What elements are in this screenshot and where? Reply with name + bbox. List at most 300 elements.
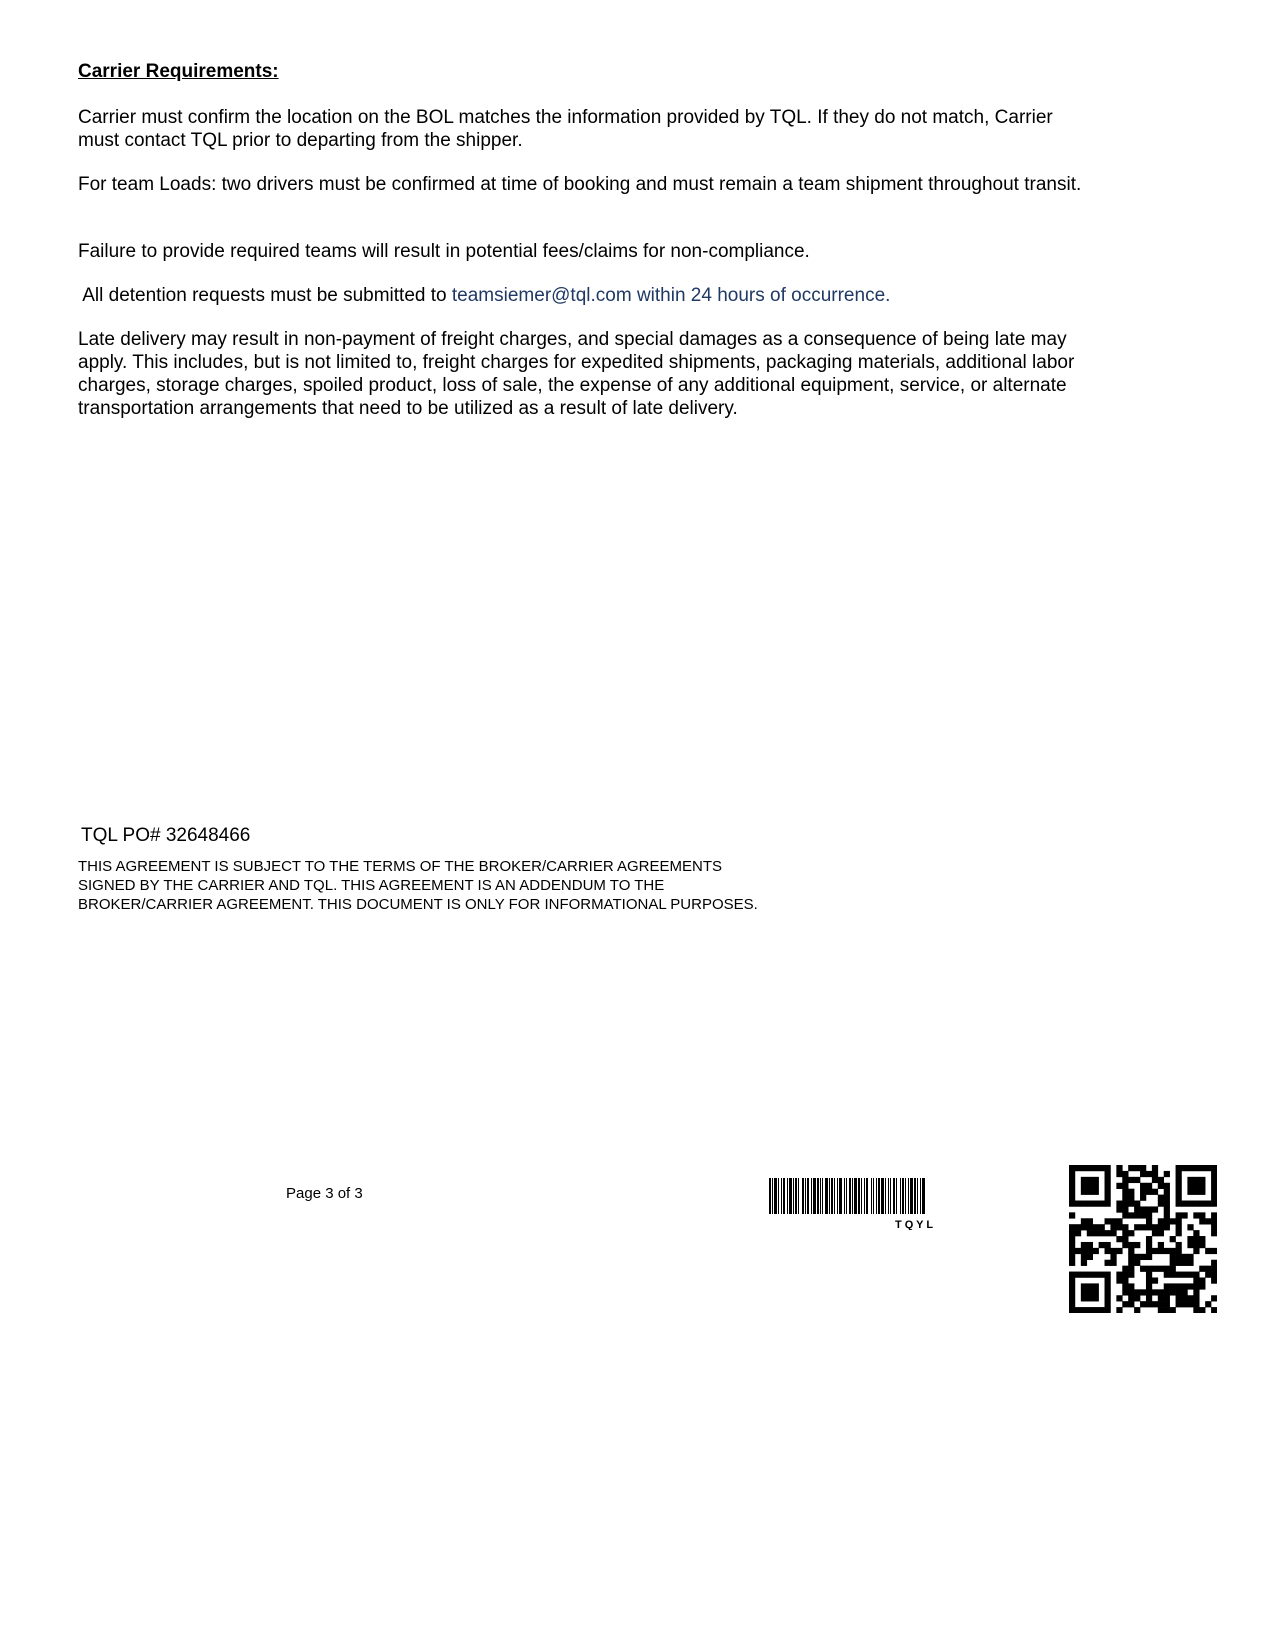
qr-module xyxy=(1170,1266,1176,1272)
qr-module xyxy=(1146,1212,1152,1218)
qr-module xyxy=(1081,1201,1087,1207)
qr-module xyxy=(1181,1212,1187,1218)
barcode-bar xyxy=(878,1178,880,1214)
qr-module xyxy=(1199,1189,1205,1195)
qr-module xyxy=(1205,1266,1211,1272)
qr-module xyxy=(1105,1295,1111,1301)
qr-module xyxy=(1146,1189,1152,1195)
qr-module xyxy=(1093,1230,1099,1236)
qr-module xyxy=(1199,1183,1205,1189)
barcode-bar xyxy=(885,1178,886,1214)
qr-module xyxy=(1122,1183,1128,1189)
qr-module xyxy=(1140,1171,1146,1177)
qr-module xyxy=(1105,1189,1111,1195)
qr-module xyxy=(1075,1272,1081,1278)
qr-module xyxy=(1081,1224,1087,1230)
qr-module xyxy=(1146,1254,1152,1260)
qr-module xyxy=(1140,1224,1146,1230)
qr-module xyxy=(1211,1218,1217,1224)
barcode-bars xyxy=(769,1178,925,1214)
qr-module xyxy=(1164,1189,1170,1195)
qr-module xyxy=(1158,1218,1164,1224)
qr-module xyxy=(1211,1277,1217,1283)
qr-module xyxy=(1105,1248,1111,1254)
qr-module xyxy=(1164,1266,1170,1272)
qr-module xyxy=(1164,1212,1170,1218)
qr-module xyxy=(1087,1183,1093,1189)
qr-module xyxy=(1176,1295,1182,1301)
qr-module xyxy=(1187,1272,1193,1278)
qr-module xyxy=(1193,1189,1199,1195)
qr-module xyxy=(1181,1260,1187,1266)
qr-module xyxy=(1128,1260,1134,1266)
qr-module xyxy=(1158,1230,1164,1236)
qr-module xyxy=(1087,1218,1093,1224)
barcode-bar xyxy=(769,1178,771,1214)
qr-module xyxy=(1069,1272,1075,1278)
qr-module xyxy=(1069,1183,1075,1189)
qr-module xyxy=(1164,1248,1170,1254)
qr-module xyxy=(1116,1307,1122,1313)
qr-module xyxy=(1140,1206,1146,1212)
qr-module xyxy=(1140,1212,1146,1218)
qr-module xyxy=(1181,1301,1187,1307)
qr-module xyxy=(1122,1201,1128,1207)
qr-module xyxy=(1134,1224,1140,1230)
qr-module xyxy=(1069,1171,1075,1177)
qr-module xyxy=(1193,1307,1199,1313)
qr-module xyxy=(1128,1283,1134,1289)
qr-module xyxy=(1193,1248,1199,1254)
qr-module xyxy=(1205,1272,1211,1278)
barcode-bar xyxy=(844,1178,845,1214)
qr-module xyxy=(1152,1230,1158,1236)
qr-module xyxy=(1128,1177,1134,1183)
qr-module xyxy=(1205,1218,1211,1224)
barcode-bar xyxy=(825,1178,828,1214)
barcode-bar xyxy=(802,1178,804,1214)
qr-module xyxy=(1164,1195,1170,1201)
qr-module xyxy=(1193,1177,1199,1183)
qr-module xyxy=(1146,1283,1152,1289)
qr-module xyxy=(1199,1236,1205,1242)
qr-module xyxy=(1176,1171,1182,1177)
qr-module xyxy=(1081,1183,1087,1189)
qr-module xyxy=(1146,1242,1152,1248)
qr-module xyxy=(1158,1195,1164,1201)
qr-module xyxy=(1105,1260,1111,1266)
qr-module xyxy=(1105,1301,1111,1307)
qr-module xyxy=(1128,1165,1134,1171)
qr-module xyxy=(1211,1248,1217,1254)
qr-module xyxy=(1099,1307,1105,1313)
barcode-bar xyxy=(890,1178,891,1214)
qr-module xyxy=(1110,1224,1116,1230)
qr-module xyxy=(1211,1272,1217,1278)
qr-module xyxy=(1199,1201,1205,1207)
qr-code-image xyxy=(1069,1165,1217,1313)
qr-module xyxy=(1087,1230,1093,1236)
barcode-bar xyxy=(817,1178,819,1214)
qr-module xyxy=(1134,1307,1140,1313)
qr-module xyxy=(1105,1218,1111,1224)
qr-module xyxy=(1199,1283,1205,1289)
qr-module xyxy=(1099,1201,1105,1207)
qr-module xyxy=(1164,1218,1170,1224)
qr-module xyxy=(1199,1277,1205,1283)
qr-module xyxy=(1128,1230,1134,1236)
qr-module xyxy=(1193,1242,1199,1248)
qr-module xyxy=(1187,1201,1193,1207)
qr-module xyxy=(1158,1177,1164,1183)
qr-module xyxy=(1075,1224,1081,1230)
qr-module xyxy=(1099,1272,1105,1278)
qr-module xyxy=(1116,1236,1122,1242)
qr-module xyxy=(1211,1201,1217,1207)
qr-module xyxy=(1152,1277,1158,1283)
qr-module xyxy=(1081,1307,1087,1313)
qr-module xyxy=(1087,1307,1093,1313)
barcode-bar xyxy=(798,1178,799,1214)
qr-module xyxy=(1134,1201,1140,1207)
qr-module xyxy=(1134,1254,1140,1260)
qr-module xyxy=(1081,1248,1087,1254)
qr-module xyxy=(1110,1248,1116,1254)
qr-module xyxy=(1110,1254,1116,1260)
qr-module xyxy=(1199,1242,1205,1248)
qr-module xyxy=(1164,1307,1170,1313)
barcode-bar xyxy=(778,1178,779,1214)
team-failure-paragraph: Failure to provide required teams will result in potential fees/claims for non-compliance. xyxy=(78,241,810,262)
qr-module xyxy=(1176,1260,1182,1266)
qr-module xyxy=(1122,1212,1128,1218)
qr-module xyxy=(1105,1183,1111,1189)
qr-module xyxy=(1069,1277,1075,1283)
qr-module xyxy=(1116,1183,1122,1189)
qr-module xyxy=(1187,1242,1193,1248)
qr-module xyxy=(1099,1242,1105,1248)
qr-module xyxy=(1116,1171,1122,1177)
barcode-bar xyxy=(783,1178,785,1214)
qr-module xyxy=(1176,1183,1182,1189)
qr-module xyxy=(1146,1218,1152,1224)
barcode-bar xyxy=(920,1178,921,1214)
qr-module xyxy=(1087,1224,1093,1230)
qr-module xyxy=(1170,1307,1176,1313)
qr-module xyxy=(1187,1165,1193,1171)
qr-module xyxy=(1069,1224,1075,1230)
qr-module xyxy=(1093,1272,1099,1278)
qr-module xyxy=(1164,1183,1170,1189)
qr-module xyxy=(1087,1242,1093,1248)
qr-module xyxy=(1105,1272,1111,1278)
qr-module xyxy=(1069,1283,1075,1289)
qr-module xyxy=(1122,1283,1128,1289)
qr-module xyxy=(1140,1183,1146,1189)
qr-module xyxy=(1164,1272,1170,1278)
qr-module xyxy=(1116,1224,1122,1230)
qr-module xyxy=(1199,1218,1205,1224)
qr-module xyxy=(1199,1165,1205,1171)
qr-module xyxy=(1087,1165,1093,1171)
barcode-bar xyxy=(873,1178,874,1214)
qr-module xyxy=(1170,1272,1176,1278)
qr-module xyxy=(1069,1242,1075,1248)
barcode-bar xyxy=(789,1178,792,1214)
qr-module xyxy=(1069,1201,1075,1207)
qr-module xyxy=(1146,1277,1152,1283)
qr-module xyxy=(1193,1212,1199,1218)
qr-module xyxy=(1193,1165,1199,1171)
qr-module xyxy=(1069,1295,1075,1301)
qr-module xyxy=(1199,1177,1205,1183)
qr-module xyxy=(1069,1254,1075,1260)
qr-module xyxy=(1164,1206,1170,1212)
qr-module xyxy=(1152,1301,1158,1307)
qr-module xyxy=(1093,1183,1099,1189)
qr-module xyxy=(1069,1230,1075,1236)
qr-module xyxy=(1199,1266,1205,1272)
late-delivery-paragraph: Late delivery may result in non-payment of freight charges, and special damages as a consequence of being late may apply. This includes, but is not limited to, freight charges for expedited shipments, packaging materials, additional labor charges, storage charges, spoiled product, loss of sale, the expense of any additional equipment, service, or alternate transportation arrangements that need to be utilized as a result of late delivery. xyxy=(78,329,1075,419)
qr-module xyxy=(1105,1307,1111,1313)
qr-module xyxy=(1122,1242,1128,1248)
qr-module xyxy=(1081,1242,1087,1248)
qr-module xyxy=(1128,1195,1134,1201)
barcode-bar xyxy=(914,1178,916,1214)
qr-module xyxy=(1152,1177,1158,1183)
qr-module xyxy=(1069,1301,1075,1307)
qr-module xyxy=(1211,1212,1217,1218)
qr-module xyxy=(1075,1165,1081,1171)
qr-module xyxy=(1087,1248,1093,1254)
qr-module xyxy=(1122,1206,1128,1212)
qr-module xyxy=(1128,1289,1134,1295)
qr-module xyxy=(1134,1289,1140,1295)
qr-module xyxy=(1176,1283,1182,1289)
barcode-bar xyxy=(837,1178,838,1214)
qr-module xyxy=(1075,1230,1081,1236)
barcode-bar xyxy=(905,1178,906,1214)
qr-module xyxy=(1093,1289,1099,1295)
qr-module xyxy=(1158,1295,1164,1301)
qr-module xyxy=(1146,1266,1152,1272)
qr-module xyxy=(1211,1189,1217,1195)
qr-module xyxy=(1164,1224,1170,1230)
qr-module xyxy=(1069,1195,1075,1201)
qr-module xyxy=(1205,1201,1211,1207)
qr-module xyxy=(1193,1301,1199,1307)
qr-module xyxy=(1134,1165,1140,1171)
qr-module xyxy=(1140,1195,1146,1201)
qr-module xyxy=(1087,1295,1093,1301)
qr-module xyxy=(1087,1189,1093,1195)
qr-module xyxy=(1164,1171,1170,1177)
qr-module xyxy=(1146,1248,1152,1254)
qr-module xyxy=(1105,1242,1111,1248)
qr-module xyxy=(1152,1248,1158,1254)
qr-module xyxy=(1211,1177,1217,1183)
barcode-bar xyxy=(896,1178,897,1214)
qr-module xyxy=(1170,1236,1176,1242)
qr-module xyxy=(1187,1177,1193,1183)
qr-module xyxy=(1146,1295,1152,1301)
qr-module xyxy=(1140,1289,1146,1295)
qr-module xyxy=(1205,1301,1211,1307)
qr-module xyxy=(1187,1295,1193,1301)
qr-module xyxy=(1105,1230,1111,1236)
qr-module xyxy=(1116,1218,1122,1224)
qr-code-modules xyxy=(1069,1165,1217,1313)
barcode-bar xyxy=(900,1178,901,1214)
qr-module xyxy=(1170,1248,1176,1254)
qr-module xyxy=(1122,1171,1128,1177)
qr-module xyxy=(1211,1230,1217,1236)
qr-module xyxy=(1176,1177,1182,1183)
qr-module xyxy=(1110,1218,1116,1224)
barcode-image xyxy=(769,1178,1049,1230)
qr-module xyxy=(1176,1189,1182,1195)
qr-module xyxy=(1069,1165,1075,1171)
barcode-bar xyxy=(813,1178,816,1214)
qr-module xyxy=(1187,1254,1193,1260)
qr-module xyxy=(1176,1212,1182,1218)
qr-module xyxy=(1176,1248,1182,1254)
qr-module xyxy=(1128,1189,1134,1195)
qr-module xyxy=(1099,1224,1105,1230)
qr-module xyxy=(1146,1272,1152,1278)
qr-module xyxy=(1122,1277,1128,1283)
qr-module xyxy=(1134,1177,1140,1183)
qr-module xyxy=(1187,1301,1193,1307)
team-loads-paragraph: For team Loads: two drivers must be confirmed at time of booking and must remain a team shipment throughout transit. xyxy=(78,174,1082,195)
bol-location-paragraph: Carrier must confirm the location on the BOL matches the information provided by TQL. If they do not match, Carrier must contact TQL prior to departing from the shipper. xyxy=(78,107,1053,151)
qr-module xyxy=(1081,1218,1087,1224)
barcode-bar xyxy=(787,1178,788,1214)
barcode-bar xyxy=(831,1178,833,1214)
qr-module xyxy=(1205,1248,1211,1254)
qr-module xyxy=(1176,1272,1182,1278)
qr-module xyxy=(1081,1295,1087,1301)
qr-module xyxy=(1122,1236,1128,1242)
qr-module xyxy=(1158,1307,1164,1313)
qr-module xyxy=(1187,1283,1193,1289)
qr-module xyxy=(1164,1295,1170,1301)
qr-module xyxy=(1193,1230,1199,1236)
agreement-notice: THIS AGREEMENT IS SUBJECT TO THE TERMS OF THE BROKER/CARRIER AGREEMENTS SIGNED BY THE CARRIER AND TQL. THIS AGREEMENT IS AN ADDENDUM TO THE BROKER/CARRIER AGREEMENT. THIS DOCUMENT IS ONLY FOR INFORMATIONAL PURPOSES. xyxy=(78,858,758,913)
qr-module xyxy=(1152,1224,1158,1230)
barcode-bar xyxy=(876,1178,877,1214)
qr-module xyxy=(1128,1254,1134,1260)
qr-module xyxy=(1093,1201,1099,1207)
qr-module xyxy=(1187,1189,1193,1195)
qr-module xyxy=(1158,1301,1164,1307)
barcode-bar xyxy=(772,1178,773,1214)
barcode-bar xyxy=(834,1178,835,1214)
qr-module xyxy=(1176,1201,1182,1207)
barcode-bar xyxy=(888,1178,889,1214)
detention-paragraph xyxy=(78,284,1088,307)
qr-module xyxy=(1176,1224,1182,1230)
qr-module xyxy=(1122,1289,1128,1295)
qr-module xyxy=(1069,1177,1075,1183)
section-heading: Carrier Requirements: xyxy=(78,61,279,82)
barcode-bar xyxy=(852,1178,853,1214)
qr-module xyxy=(1205,1165,1211,1171)
qr-module xyxy=(1122,1195,1128,1201)
qr-module xyxy=(1193,1283,1199,1289)
qr-module xyxy=(1093,1295,1099,1301)
qr-module xyxy=(1176,1165,1182,1171)
qr-module xyxy=(1069,1307,1075,1313)
page-number: Page 3 of 3 xyxy=(286,1185,363,1202)
qr-module xyxy=(1193,1236,1199,1242)
qr-module xyxy=(1211,1266,1217,1272)
po-number: TQL PO# 32648466 xyxy=(81,825,251,846)
barcode-bar xyxy=(849,1178,851,1214)
qr-module xyxy=(1105,1165,1111,1171)
qr-module xyxy=(1211,1165,1217,1171)
qr-module xyxy=(1116,1272,1122,1278)
barcode-bar xyxy=(861,1178,862,1214)
qr-module xyxy=(1128,1212,1134,1218)
qr-module xyxy=(1128,1248,1134,1254)
barcode-bar xyxy=(908,1178,909,1214)
qr-module xyxy=(1081,1254,1087,1260)
qr-module xyxy=(1211,1183,1217,1189)
qr-module xyxy=(1158,1201,1164,1207)
qr-module xyxy=(1158,1224,1164,1230)
qr-module xyxy=(1128,1301,1134,1307)
qr-module xyxy=(1193,1289,1199,1295)
qr-module xyxy=(1170,1260,1176,1266)
qr-module xyxy=(1093,1224,1099,1230)
qr-module xyxy=(1193,1272,1199,1278)
barcode-bar xyxy=(846,1178,847,1214)
qr-module xyxy=(1211,1260,1217,1266)
detention-email-link[interactable]: teamsiemer@tql.com within 24 hours of occurrence. xyxy=(451,285,891,306)
qr-module xyxy=(1211,1295,1217,1301)
qr-module xyxy=(1158,1183,1164,1189)
qr-module xyxy=(1134,1295,1140,1301)
qr-module xyxy=(1116,1165,1122,1171)
qr-module xyxy=(1122,1189,1128,1195)
qr-module xyxy=(1116,1206,1122,1212)
qr-module xyxy=(1193,1183,1199,1189)
qr-module xyxy=(1176,1242,1182,1248)
qr-module xyxy=(1075,1201,1081,1207)
barcode-bar xyxy=(811,1178,812,1214)
barcode-bar xyxy=(854,1178,857,1214)
qr-module xyxy=(1128,1242,1134,1248)
qr-module xyxy=(1075,1248,1081,1254)
qr-module xyxy=(1140,1301,1146,1307)
qr-module xyxy=(1181,1272,1187,1278)
qr-module xyxy=(1146,1206,1152,1212)
qr-module xyxy=(1199,1212,1205,1218)
qr-module xyxy=(1099,1230,1105,1236)
qr-module xyxy=(1134,1212,1140,1218)
qr-module xyxy=(1176,1301,1182,1307)
qr-module xyxy=(1093,1189,1099,1195)
qr-module xyxy=(1211,1171,1217,1177)
qr-module xyxy=(1164,1289,1170,1295)
qr-module xyxy=(1134,1206,1140,1212)
barcode-bar xyxy=(922,1178,925,1214)
qr-module xyxy=(1087,1272,1093,1278)
qr-module xyxy=(1187,1236,1193,1242)
qr-module xyxy=(1081,1289,1087,1295)
detention-text: All detention requests must be submitted to xyxy=(78,285,452,306)
